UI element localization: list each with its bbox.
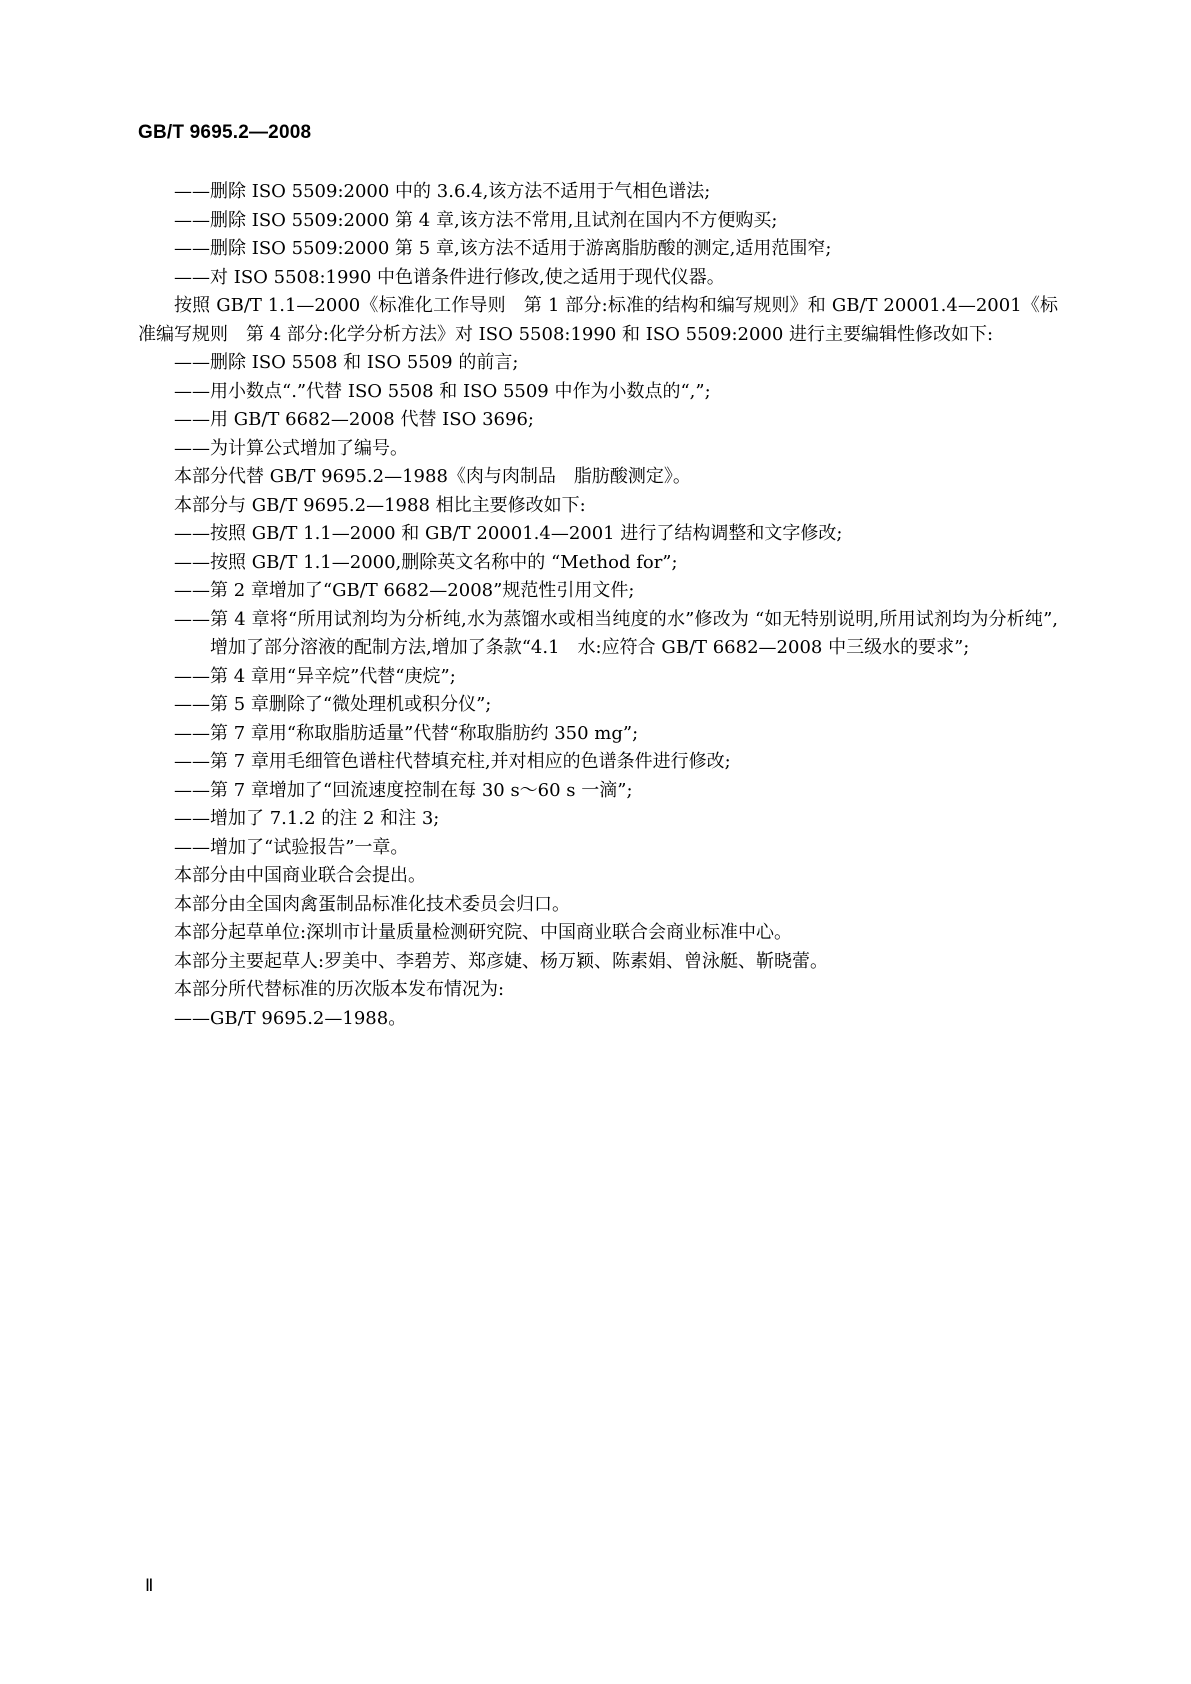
paragraph-proposed-by: 本部分由中国商业联合会提出。 [174, 865, 426, 886]
paragraph-centralized-by: 本部分由全国肉禽蛋制品标准化技术委员会归口。 [174, 893, 570, 915]
list-item: ——第 4 章用“异辛烷”代替“庚烷”; [174, 665, 456, 687]
list-item: ——第 2 章增加了“GB/T 6682—2008”规范性引用文件; [174, 580, 635, 601]
list-item: ——用 GB/T 6682—2008 代替 ISO 3696; [174, 409, 534, 430]
list-item: ——GB/T 9695.2—1988。 [174, 1007, 407, 1029]
paragraph-main-changes: 本部分与 GB/T 9695.2—1988 相比主要修改如下: [174, 494, 586, 516]
list-item: ——第 4 章将“所用试剂均为分析纯,水为蒸馏水或相当纯度的水”修改为 “如无特别说明,所用试剂均为分析纯”,增加了部分溶液的配制方法,增加了条款“4.1 水:应符合 GB/T 6682—2008 中三级水的要求”; [174, 608, 1058, 658]
list-item: ——为计算公式增加了编号。 [174, 437, 408, 459]
paragraph-drafters: 本部分主要起草人:罗美中、李碧芳、郑彦婕、杨万颖、陈素娟、曾泳艇、靳晓蕾。 [174, 950, 829, 972]
list-item: ——删除 ISO 5509:2000 第 5 章,该方法不适用于游离脂肪酸的测定,适用范围窄; [174, 238, 832, 259]
paragraph-drafting-units: 本部分起草单位:深圳市计量质量检测研究院、中国商业联合会商业标准中心。 [174, 922, 793, 943]
list-item: ——用小数点“.”代替 ISO 5508 和 ISO 5509 中作为小数点的“,”; [174, 380, 711, 402]
list-previous-versions [138, 1005, 1058, 1034]
list-item: ——第 7 章增加了“回流速度控制在每 30 s～60 s 一滴”; [174, 779, 633, 801]
list-item: ——删除 ISO 5508 和 ISO 5509 的前言; [174, 352, 519, 373]
paragraph-editorial-changes: 按照 GB/T 1.1—2000《标准化工作导则 第 1 部分:标准的结构和编写规则》和 GB/T 20001.4—2001《标准编写规则 第 4 部分:化学分析方法》对 ISO 5508:1990 和 ISO 5509:2000 进行主要编辑性修改如下: [138, 295, 1058, 345]
list-iso5509-deletions [138, 178, 1058, 292]
paragraph-version-history: 本部分所代替标准的历次版本发布情况为: [174, 979, 505, 1000]
list-item: ——第 7 章用“称取脂肪适量”代替“称取脂肪约 350 mg”; [174, 722, 639, 744]
list-item: ——增加了 7.1.2 的注 2 和注 3; [174, 808, 440, 829]
list-item: ——第 7 章用毛细管色谱柱代替填充柱,并对相应的色谱条件进行修改; [174, 751, 731, 772]
list-item: ——删除 ISO 5509:2000 中的 3.6.4,该方法不适用于气相色谱法; [174, 181, 711, 202]
list-item: ——对 ISO 5508:1990 中色谱条件进行修改,使之适用于现代仪器。 [174, 266, 725, 288]
page-number: Ⅱ [145, 1576, 154, 1595]
list-item: ——删除 ISO 5509:2000 第 4 章,该方法不常用,且试剂在国内不方便购买; [174, 209, 778, 231]
list-main-changes [138, 520, 1058, 862]
standard-number-header: GB/T 9695.2—2008 [138, 122, 312, 143]
foreword-body [138, 178, 1058, 1033]
list-item: ——按照 GB/T 1.1—2000 和 GB/T 20001.4—2001 进行了结构调整和文字修改; [174, 523, 843, 544]
list-item: ——增加了“试验报告”一章。 [174, 836, 409, 858]
list-item: ——第 5 章删除了“微处理机或积分仪”; [174, 694, 492, 715]
list-item: ——按照 GB/T 1.1—2000,删除英文名称中的 “Method for”; [174, 551, 678, 573]
paragraph-replaces: 本部分代替 GB/T 9695.2—1988《肉与肉制品 脂肪酸测定》。 [174, 466, 691, 487]
list-editorial-changes [138, 349, 1058, 463]
